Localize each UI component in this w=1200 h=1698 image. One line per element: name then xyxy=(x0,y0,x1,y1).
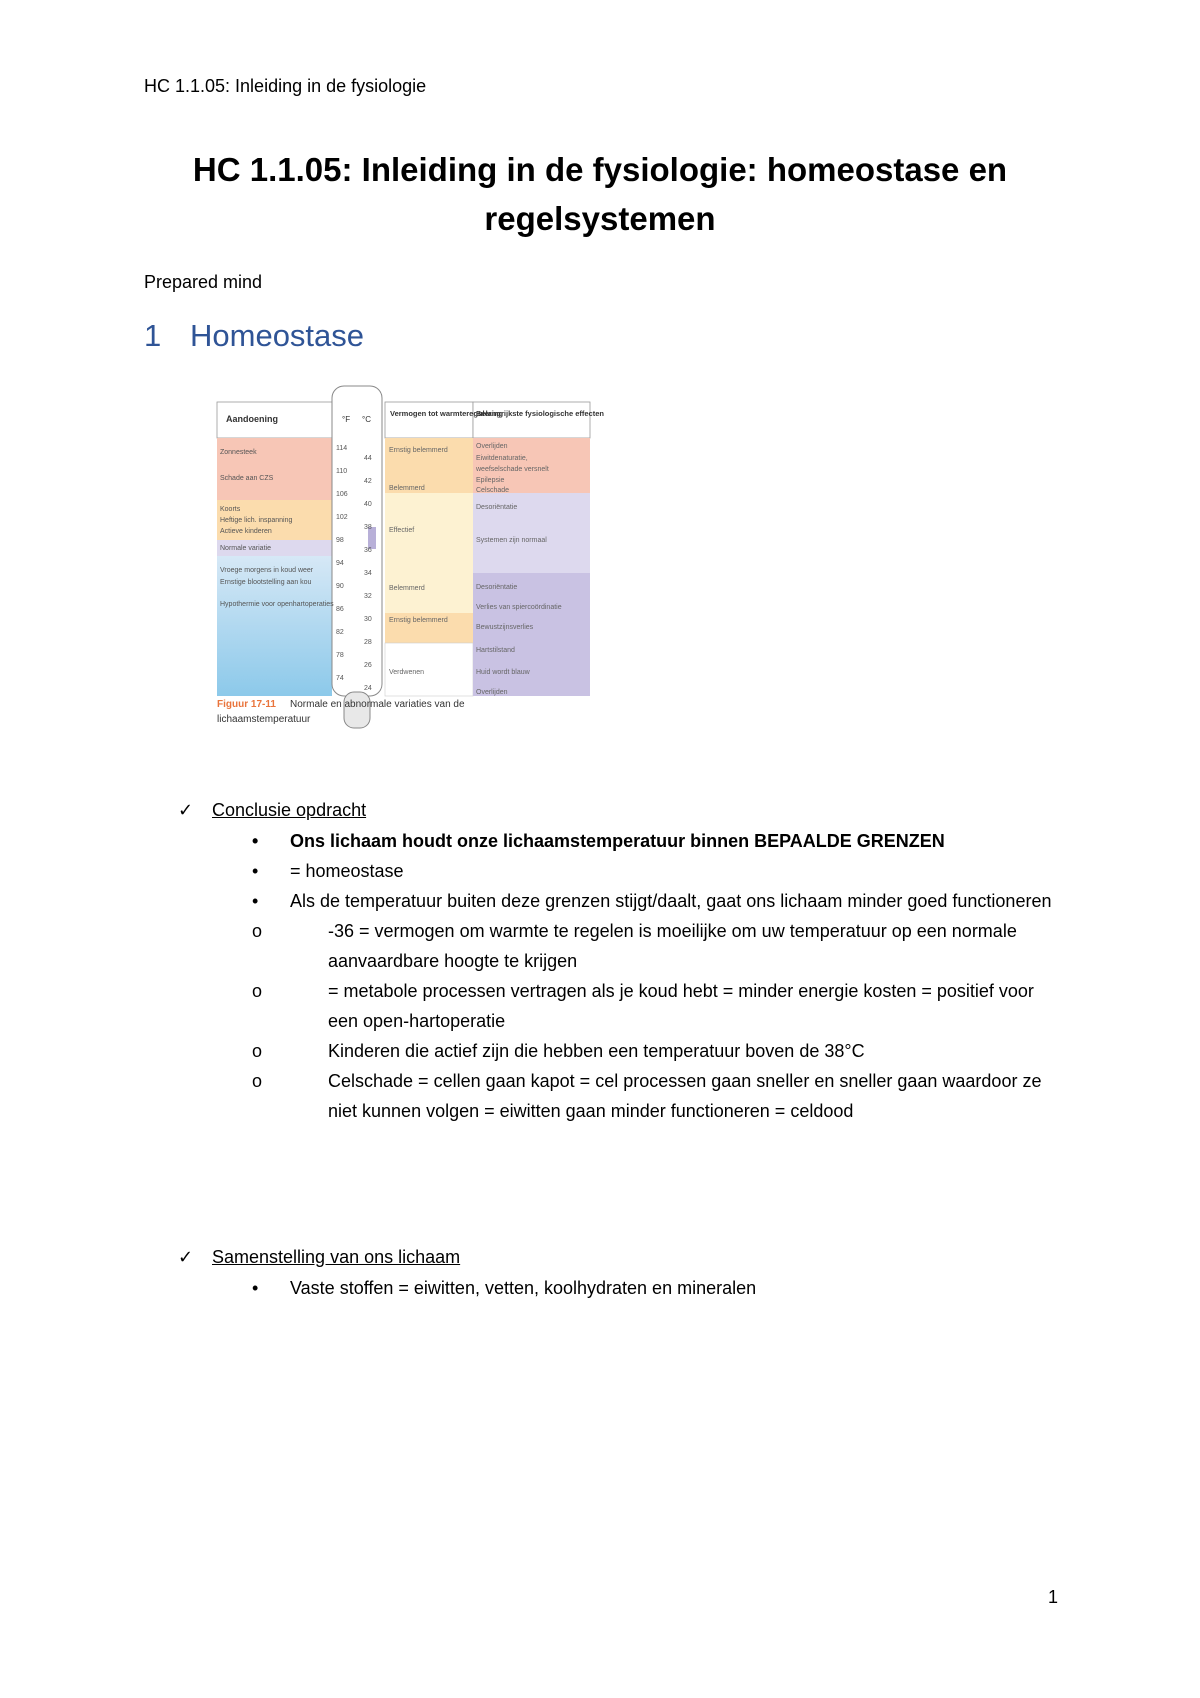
fahrenheit-tick-label: 94 xyxy=(336,560,344,567)
bullet-icon: • xyxy=(252,861,259,881)
fahrenheit-tick-label: 82 xyxy=(336,629,344,636)
effect-label: Systemen zijn normaal xyxy=(476,537,547,544)
regulation-label: Ernstig belemmerd xyxy=(389,447,448,454)
header-celsius: °C xyxy=(362,415,371,424)
checkmark-icon: ✓ xyxy=(178,800,194,820)
sub-list-item: o Celschade = cellen gaan kapot = cel processen gaan sneller en sneller gaan waardoor ze niet kunnen volgen = eiwitten gaan minder functioneren = celdood xyxy=(290,1066,1062,1126)
bullet-icon: • xyxy=(252,1278,259,1298)
fahrenheit-tick-label: 114 xyxy=(336,445,348,452)
fahrenheit-tick-label: 78 xyxy=(336,652,344,659)
page-header: HC 1.1.05: Inleiding in de fysiologie xyxy=(144,76,427,96)
condition-label: Actieve kinderen xyxy=(220,528,272,535)
effect-label: Epilepsie xyxy=(476,477,505,484)
condition-blue-band xyxy=(217,556,332,696)
sub-list xyxy=(252,916,1062,1126)
header-regulation: Vermogen tot warmteregulering xyxy=(390,409,503,418)
celsius-tick-label: 36 xyxy=(364,547,372,554)
regulation-label: Verdwenen xyxy=(389,669,425,676)
subtitle-prepared-mind: Prepared mind xyxy=(144,272,263,292)
figure-caption-label: Figuur 17-11 xyxy=(217,699,276,710)
list-item: • Als de temperatuur buiten deze grenzen stijgt/daalt, gaat ons lichaam minder goed functioneren xyxy=(252,886,1062,916)
samenstelling-bullet-list xyxy=(252,1273,1062,1303)
caption-line: Normale en abnormale variaties van de xyxy=(290,699,465,710)
list-item: • Ons lichaam houdt onze lichaamstemperatuur binnen BEPAALDE GRENZEN xyxy=(252,826,1062,856)
celsius-tick-label: 24 xyxy=(364,685,372,692)
header-condition: Aandoening xyxy=(226,414,278,424)
effect-label: Overlijden xyxy=(476,689,508,696)
circle-bullet-icon: o xyxy=(252,921,263,941)
effect-label: Eiwitdenaturatie, xyxy=(476,455,528,462)
fahrenheit-tick-label: 110 xyxy=(336,468,348,475)
bullet-icon: • xyxy=(252,831,259,851)
celsius-tick-label: 44 xyxy=(364,455,372,462)
fahrenheit-tick-label: 86 xyxy=(336,606,344,613)
effect-label: Desoriëntatie xyxy=(476,504,518,511)
thermometer-bulb xyxy=(344,692,370,728)
effect-label: Verlies van spiercoördinatie xyxy=(476,604,562,611)
header-effects: Belangrijkste fysiologische effecten xyxy=(476,409,604,418)
regulation-label: Effectief xyxy=(389,527,415,534)
temperature-figure xyxy=(214,382,614,742)
fahrenheit-tick-label: 74 xyxy=(336,675,344,682)
celsius-tick-label: 34 xyxy=(364,570,372,577)
condition-label: Ernstige blootstelling aan kou xyxy=(220,579,312,586)
caption-line: lichaamstemperatuur xyxy=(217,714,311,725)
section-title: Homeostase xyxy=(190,318,365,353)
effects-purple xyxy=(473,573,590,696)
condition-label: Koorts xyxy=(220,506,241,513)
effect-label: Celschade xyxy=(476,487,510,494)
effect-label: Overlijden xyxy=(476,443,508,450)
bullet-icon: • xyxy=(252,891,259,911)
regulation-label: Belemmerd xyxy=(389,485,425,492)
celsius-tick-label: 32 xyxy=(364,593,372,600)
condition-label: Schade aan CZS xyxy=(220,475,274,482)
circle-bullet-icon: o xyxy=(252,981,263,1001)
sub-list-item: o Kinderen die actief zijn die hebben een temperatuur boven de 38°C xyxy=(290,1036,1062,1066)
document-title: HC 1.1.05: Inleiding in de fysiologie: homeostase en regelsystemen xyxy=(192,151,1008,237)
regulation-header-cell xyxy=(385,402,473,438)
regulation-impaired-bottom xyxy=(385,573,473,613)
list-item: • Vaste stoffen = eiwitten, vetten, koolhydraten en mineralen xyxy=(252,1273,1062,1303)
page-number: 1 xyxy=(1048,1587,1059,1607)
check-label-samenstelling: Samenstelling van ons lichaam xyxy=(212,1247,461,1267)
effect-label: Hartstilstand xyxy=(476,647,515,654)
celsius-tick-label: 26 xyxy=(364,662,372,669)
section-heading xyxy=(144,318,364,354)
celsius-tick-label: 30 xyxy=(364,616,372,623)
celsius-tick-label: 38 xyxy=(364,524,372,531)
regulation-label: Ernstig belemmerd xyxy=(389,617,448,624)
celsius-tick-label: 40 xyxy=(364,501,372,508)
fahrenheit-tick-label: 102 xyxy=(336,514,348,521)
condition-label: Heftige lich. inspanning xyxy=(220,517,293,524)
effect-label: Desoriëntatie xyxy=(476,584,518,591)
fahrenheit-tick-label: 98 xyxy=(336,537,344,544)
condition-label: Hypothermie voor openhartoperaties xyxy=(220,601,334,608)
checkmark-icon: ✓ xyxy=(178,1247,194,1267)
list-item: • = homeostase xyxy=(252,856,1062,886)
section-number: 1 xyxy=(144,318,162,353)
effects-header-cell xyxy=(473,402,590,438)
sub-list-item: o = metabole processen vertragen als je koud hebt = minder energie kosten = positief voor een open-hartoperatie xyxy=(290,976,1062,1036)
condition-label: Zonnesteek xyxy=(220,449,257,456)
conclusie-bullet-list xyxy=(252,826,1062,1126)
check-label-conclusie: Conclusie opdracht xyxy=(212,800,367,820)
circle-bullet-icon: o xyxy=(252,1071,263,1091)
celsius-tick-label: 42 xyxy=(364,478,372,485)
sub-list-item: o -36 = vermogen om warmte te regelen is moeilijke om uw temperatuur op een normale aanvaardbare hoogte te krijgen xyxy=(290,916,1062,976)
condition-red-band xyxy=(217,438,332,500)
effect-label: Bewustzijnsverlies xyxy=(476,624,534,631)
effect-label: Huid wordt blauw xyxy=(476,669,530,676)
fahrenheit-tick-label: 90 xyxy=(336,583,344,590)
condition-label: Vroege morgens in koud weer xyxy=(220,567,314,574)
regulation-label: Belemmerd xyxy=(389,585,425,592)
condition-label: Normale variatie xyxy=(220,545,271,552)
header-fahrenheit: °F xyxy=(342,415,351,424)
celsius-tick-label: 28 xyxy=(364,639,372,646)
fahrenheit-tick-label: 106 xyxy=(336,491,348,498)
effect-label: weefselschade versnelt xyxy=(476,466,549,473)
circle-bullet-icon: o xyxy=(252,1041,263,1061)
